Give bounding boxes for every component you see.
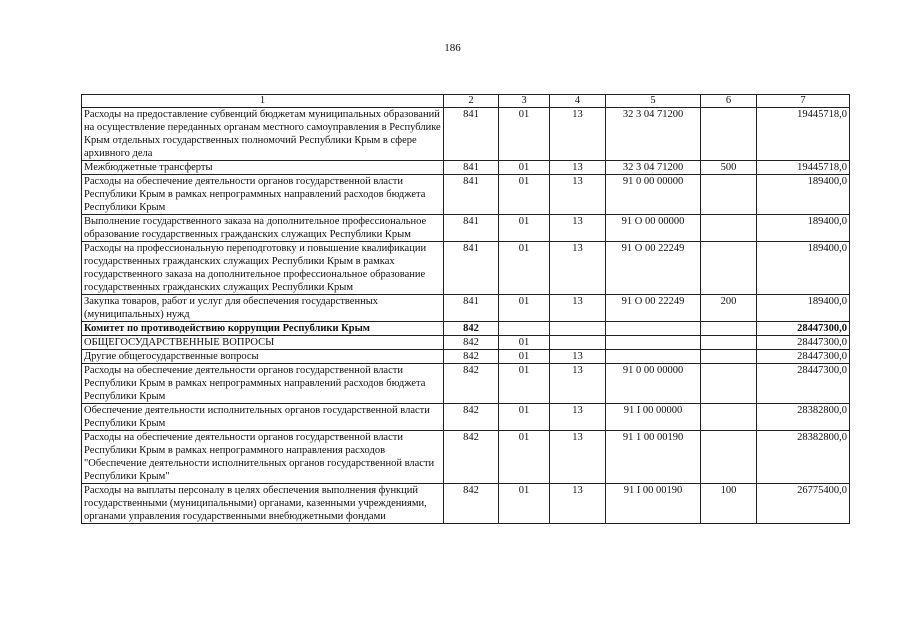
row-subsection-code: 13	[550, 242, 606, 295]
table-row	[82, 175, 850, 215]
row-name: Расходы на профессиональную переподготовку и повышение квалификации государственных гражданских служащих Республики Крым в рамках государственного заказа на дополнительное профессиональное образование государственных гражданских служащих Республики Крым	[82, 242, 444, 295]
row-subsection-code: 13	[550, 295, 606, 322]
row-target-code: 91 О 00 00000	[606, 215, 701, 242]
row-name: Другие общегосударственные вопросы	[82, 350, 444, 364]
header-col-6: 6	[701, 95, 757, 108]
row-name: Расходы на выплаты персоналу в целях обеспечения выполнения функций государственными (муниципальными) органами, казенными учреждениями, органами управления государственными внебюджетными фондами	[82, 484, 444, 524]
row-subsection-code: 13	[550, 175, 606, 215]
table-row	[82, 404, 850, 431]
row-section-code: 01	[499, 295, 550, 322]
row-section-code: 01	[499, 215, 550, 242]
table-row	[82, 161, 850, 175]
row-target-code: 32 3 04 71200	[606, 161, 701, 175]
row-name: Обеспечение деятельности исполнительных органов государственной власти Республики Крым	[82, 404, 444, 431]
row-section-code: 01	[499, 431, 550, 484]
row-subsection-code: 13	[550, 215, 606, 242]
row-expense-type	[701, 215, 757, 242]
row-ministry-code: 841	[444, 295, 499, 322]
row-name: Комитет по противодействию коррупции Республики Крым	[82, 322, 444, 336]
header-col-4: 4	[550, 95, 606, 108]
header-col-7: 7	[757, 95, 850, 108]
row-section-code: 01	[499, 242, 550, 295]
row-target-code: 91 0 00 00000	[606, 175, 701, 215]
row-amount: 189400,0	[757, 242, 850, 295]
header-col-2: 2	[444, 95, 499, 108]
row-subsection-code	[550, 322, 606, 336]
page-number: 186	[444, 42, 461, 54]
row-target-code: 91 О 00 22249	[606, 295, 701, 322]
row-name: Закупка товаров, работ и услуг для обеспечения государственных (муниципальных) нужд	[82, 295, 444, 322]
row-amount: 28447300,0	[757, 322, 850, 336]
row-name: Расходы на обеспечение деятельности органов государственной власти Республики Крым в рамках непрограммных направлений расходов бюджета Республики Крым	[82, 364, 444, 404]
row-expense-type	[701, 404, 757, 431]
row-amount: 28382800,0	[757, 431, 850, 484]
row-expense-type	[701, 350, 757, 364]
row-expense-type	[701, 108, 757, 161]
budget-table	[81, 94, 850, 524]
row-expense-type: 100	[701, 484, 757, 524]
table-row	[82, 364, 850, 404]
row-ministry-code: 842	[444, 350, 499, 364]
header-row	[82, 95, 850, 108]
row-ministry-code: 841	[444, 242, 499, 295]
row-section-code: 01	[499, 350, 550, 364]
row-ministry-code: 841	[444, 215, 499, 242]
row-target-code: 32 3 04 71200	[606, 108, 701, 161]
row-ministry-code: 842	[444, 431, 499, 484]
header-col-5: 5	[606, 95, 701, 108]
row-subsection-code: 13	[550, 364, 606, 404]
row-amount: 28447300,0	[757, 336, 850, 350]
row-amount: 189400,0	[757, 295, 850, 322]
row-subsection-code: 13	[550, 350, 606, 364]
row-subsection-code: 13	[550, 108, 606, 161]
row-amount: 19445718,0	[757, 161, 850, 175]
row-target-code: 91 0 00 00000	[606, 364, 701, 404]
row-expense-type	[701, 322, 757, 336]
row-name: Расходы на обеспечение деятельности органов государственной власти Республики Крым в рамках непрограммных направлений расходов бюджета Республики Крым	[82, 175, 444, 215]
row-name: Расходы на предоставление субвенций бюджетам муниципальных образований на осуществление переданных органам местного самоуправления в Республике Крым отдельных государственных полномочий Республики Крым в сфере архивного дела	[82, 108, 444, 161]
table-row	[82, 350, 850, 364]
row-target-code: 91 I 00 00190	[606, 484, 701, 524]
row-target-code: 91 I 00 00000	[606, 404, 701, 431]
row-ministry-code: 842	[444, 364, 499, 404]
row-section-code: 01	[499, 108, 550, 161]
row-ministry-code: 842	[444, 484, 499, 524]
row-section-code: 01	[499, 336, 550, 350]
row-subsection-code	[550, 336, 606, 350]
table-row	[82, 215, 850, 242]
row-name: ОБЩЕГОСУДАРСТВЕННЫЕ ВОПРОСЫ	[82, 336, 444, 350]
row-target-code	[606, 350, 701, 364]
row-name: Расходы на обеспечение деятельности органов государственной власти Республики Крым в рамках непрограммного направления расходов "Обеспечение деятельности исполнительных органов государственной власти Республики Крым"	[82, 431, 444, 484]
table-row	[82, 336, 850, 350]
table-row	[82, 484, 850, 524]
row-section-code: 01	[499, 404, 550, 431]
row-amount: 19445718,0	[757, 108, 850, 161]
row-section-code: 01	[499, 175, 550, 215]
row-section-code: 01	[499, 161, 550, 175]
row-section-code	[499, 322, 550, 336]
row-expense-type: 500	[701, 161, 757, 175]
row-section-code: 01	[499, 484, 550, 524]
row-expense-type: 200	[701, 295, 757, 322]
row-ministry-code: 842	[444, 322, 499, 336]
row-subsection-code: 13	[550, 161, 606, 175]
row-subsection-code: 13	[550, 431, 606, 484]
row-amount: 189400,0	[757, 215, 850, 242]
row-amount: 189400,0	[757, 175, 850, 215]
row-ministry-code: 842	[444, 336, 499, 350]
row-ministry-code: 841	[444, 108, 499, 161]
header-col-1: 1	[82, 95, 444, 108]
row-section-code: 01	[499, 364, 550, 404]
row-target-code: 91 О 00 22249	[606, 242, 701, 295]
row-expense-type	[701, 175, 757, 215]
row-target-code: 91 1 00 00190	[606, 431, 701, 484]
row-expense-type	[701, 364, 757, 404]
row-target-code	[606, 322, 701, 336]
row-amount: 28447300,0	[757, 364, 850, 404]
row-expense-type	[701, 431, 757, 484]
row-expense-type	[701, 336, 757, 350]
row-subsection-code: 13	[550, 484, 606, 524]
row-expense-type	[701, 242, 757, 295]
row-amount: 28382800,0	[757, 404, 850, 431]
row-ministry-code: 841	[444, 161, 499, 175]
table-row	[82, 431, 850, 484]
table-row	[82, 295, 850, 322]
row-amount: 26775400,0	[757, 484, 850, 524]
row-subsection-code: 13	[550, 404, 606, 431]
row-amount: 28447300,0	[757, 350, 850, 364]
table-row	[82, 108, 850, 161]
row-ministry-code: 842	[444, 404, 499, 431]
row-name: Выполнение государственного заказа на дополнительное профессиональное образование государственных гражданских служащих Республики Крым	[82, 215, 444, 242]
row-target-code	[606, 336, 701, 350]
header-col-3: 3	[499, 95, 550, 108]
table-row	[82, 322, 850, 336]
row-ministry-code: 841	[444, 175, 499, 215]
row-name: Межбюджетные трансферты	[82, 161, 444, 175]
table-row	[82, 242, 850, 295]
